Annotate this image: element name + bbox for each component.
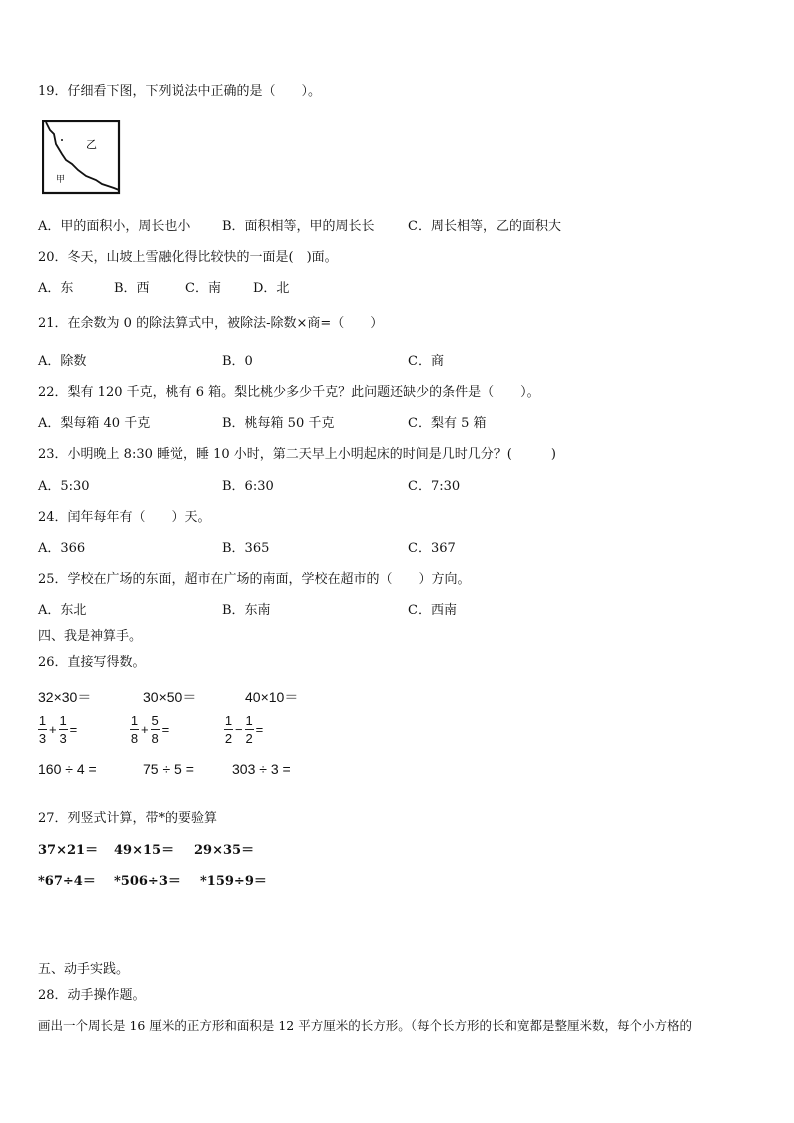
q27-stem: 27．列竖式计算，带*的要验算	[38, 811, 218, 826]
q27-expr: 37×21＝	[38, 843, 99, 858]
q23-stem: 23．小明晚上 8:30 睡觉，睡 10 小时，第二天早上小明起床的时间是几时几分？( )	[38, 447, 556, 462]
q22-option-a: A．梨每箱 40 千克	[38, 416, 151, 431]
q25-stem: 25．学校在广场的东面，超市在广场的南面，学校在超市的（ ）方向。	[38, 572, 471, 587]
section-5-heading: 五、动手实践。	[38, 962, 130, 977]
q26-expr: 303 ÷ 3 =	[232, 761, 291, 777]
q27-expr: 49×15＝	[114, 843, 175, 858]
q26-expr: 75 ÷ 5 =	[143, 761, 194, 777]
fig-label-yi: 乙	[86, 138, 97, 151]
q28-stem: 28．动手操作题。	[38, 988, 146, 1003]
q22-option-c: C．梨有 5 箱	[408, 416, 487, 431]
q19-stem: 19．仔细看下图，下列说法中正确的是（ ）。	[38, 84, 322, 99]
q26-fraction-expr: 1 3 + 1 3 =	[38, 713, 78, 746]
q26-fraction-expr: 1 8 + 5 8 =	[130, 713, 170, 746]
q26-expr: 30×50＝	[143, 689, 197, 705]
q26-expr: 40×10＝	[245, 689, 299, 705]
q20-option-c: C．南	[185, 281, 221, 296]
q22-option-b: B．桃每箱 50 千克	[222, 416, 335, 431]
q21-stem: 21．在余数为 0 的除法算式中，被除法-除数×商=（ ）	[38, 316, 384, 331]
q25-option-c: C．西南	[408, 603, 457, 618]
q27-expr: 29×35＝	[194, 843, 255, 858]
q21-option-c: C．商	[408, 354, 444, 369]
q22-stem: 22．梨有 120 千克，桃有 6 箱。梨比桃少多少千克？此问题还缺少的条件是（ ）。	[38, 385, 540, 400]
q27-expr: *159÷9＝	[200, 874, 267, 889]
q19-option-a: A．甲的面积小，周长也小	[38, 219, 191, 234]
q20-option-b: B．西	[114, 281, 150, 296]
section-4-heading: 四、我是神算手。	[38, 629, 143, 644]
q24-stem: 24．闰年每年有（ ）天。	[38, 510, 211, 525]
q19-figure	[42, 120, 122, 200]
fig-label-jia: 甲	[56, 175, 66, 185]
q20-option-d: D．北	[253, 281, 290, 296]
q28-text: 画出一个周长是 16 厘米的正方形和面积是 12 平方厘米的长方形。（每个长方形的长和宽都是整厘米数，每个小方格的	[38, 1018, 692, 1033]
q24-option-c: C．367	[408, 541, 456, 556]
q23-option-b: B．6:30	[222, 479, 274, 494]
q26-expr: 160 ÷ 4 =	[38, 761, 97, 777]
q19-option-b: B．面积相等，甲的周长长	[222, 219, 375, 234]
q19-option-c: C．周长相等，乙的面积大	[408, 219, 561, 234]
q23-option-a: A．5:30	[38, 479, 90, 494]
q24-option-a: A．366	[38, 541, 86, 556]
q21-option-a: A．除数	[38, 354, 87, 369]
q26-stem: 26．直接写得数。	[38, 655, 146, 670]
q20-stem: 20．冬天，山坡上雪融化得比较快的一面是( )面。	[38, 250, 338, 265]
q23-option-c: C．7:30	[408, 479, 461, 494]
q26-fraction-expr: 1 2 − 1 2 =	[224, 713, 264, 746]
q26-expr: 32×30＝	[38, 689, 92, 705]
q20-option-a: A．东	[38, 281, 74, 296]
q21-option-b: B．0	[222, 354, 253, 369]
q25-option-b: B．东南	[222, 603, 271, 618]
q27-expr: *506÷3＝	[114, 874, 181, 889]
q24-option-b: B．365	[222, 541, 270, 556]
q25-option-a: A．东北	[38, 603, 87, 618]
q27-expr: *67÷4＝	[38, 874, 96, 889]
